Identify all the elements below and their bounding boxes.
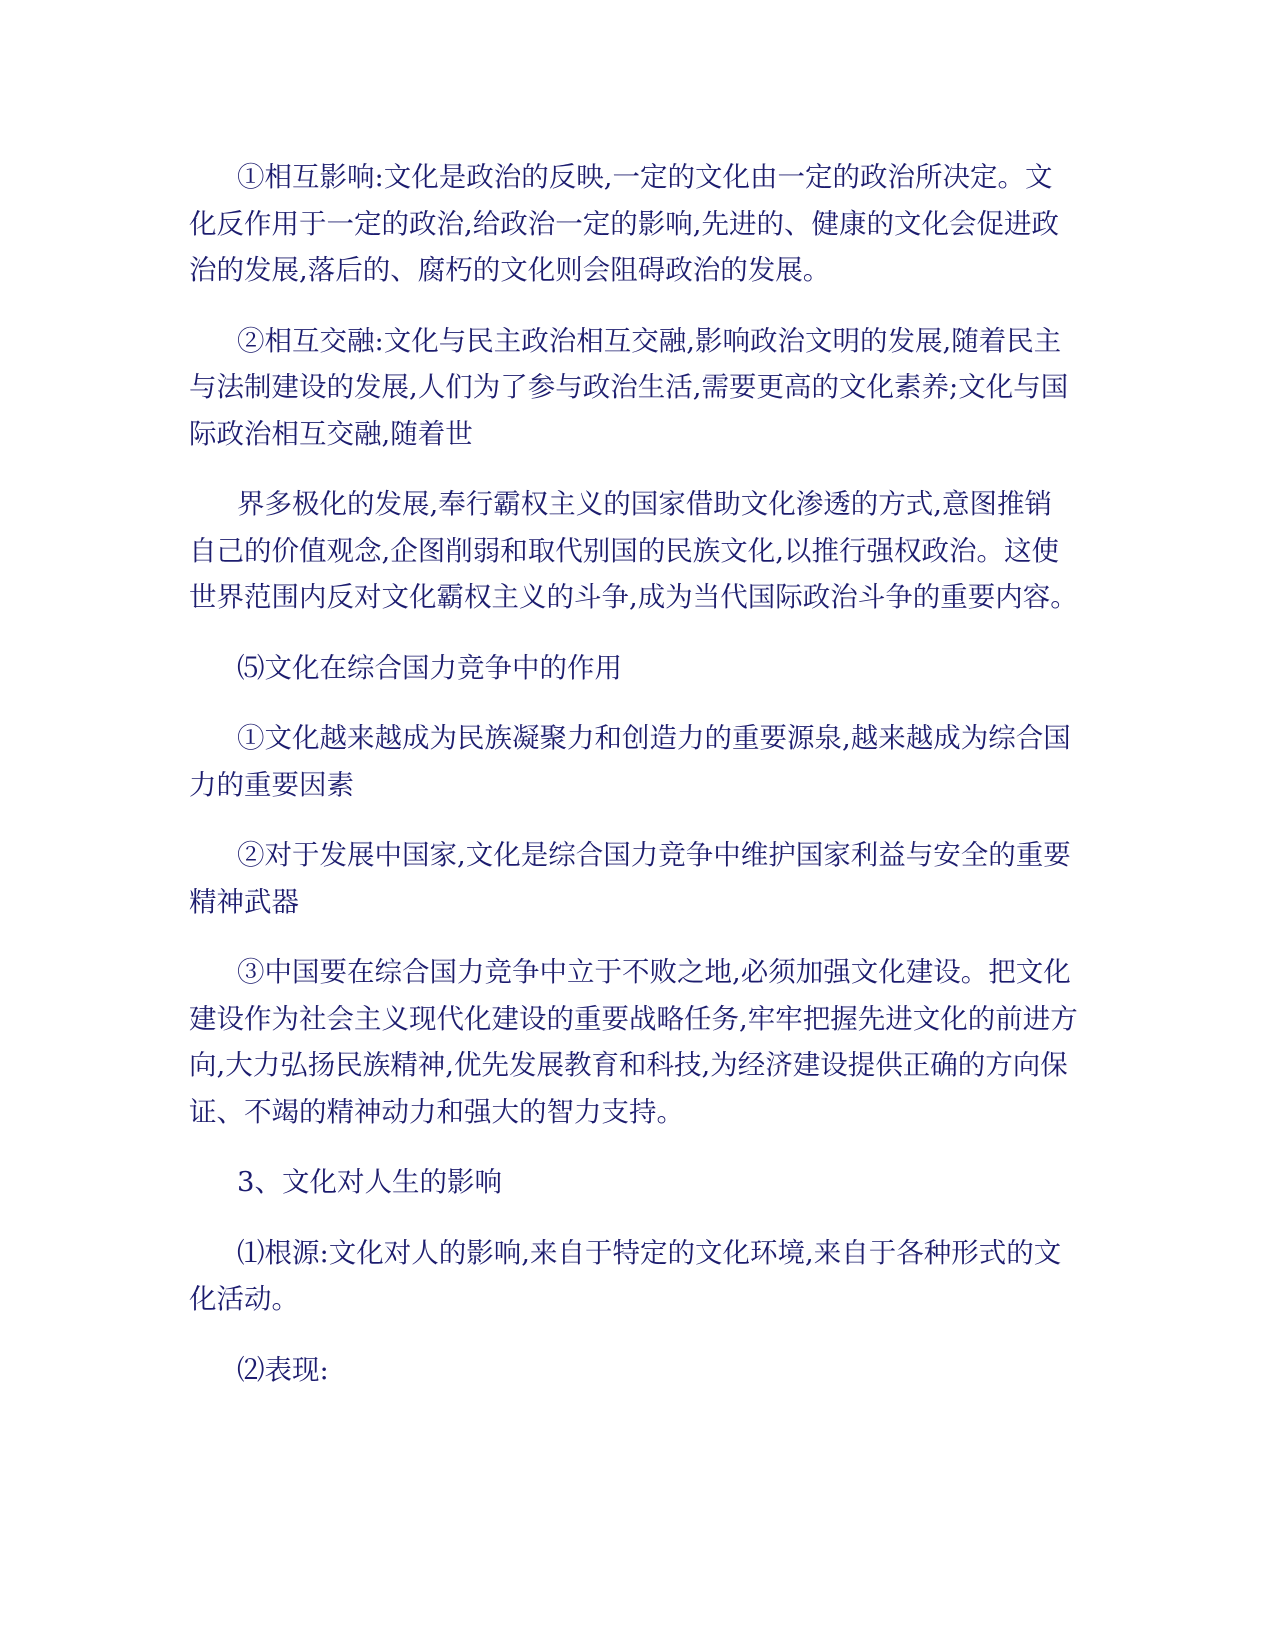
- paragraph-root-cause: ⑴根源:文化对人的影响,来自于特定的文化环境,来自于各种形式的文化活动。: [189, 1236, 1062, 1315]
- paragraph-cultural-hegemony: 界多极化的发展,奉行霸权主义的国家借助文化渗透的方式,意图推销自己的价值观念,企图削弱和取代别国的民族文化,以推行强权政治。这使世界范围内反对文化霸权主义的斗争,成为当代国际政治斗争的重要内容。: [189, 488, 1078, 613]
- paragraph-point-1: ①文化越来越成为民族凝聚力和创造力的重要源泉,越来越成为综合国力的重要因素: [189, 722, 1071, 801]
- paragraph-manifestation: ⑵表现:: [237, 1353, 329, 1386]
- paragraph-point-3: ③中国要在综合国力竞争中立于不败之地,必须加强文化建设。把文化建设作为社会主义现代化建设的重要战略任务,牢牢把握先进文化的前进方向,大力弘扬民族精神,优先发展教育和科技,为经济建设提供正确的方向保证、不竭的精神动力和强大的智力支持。: [189, 956, 1078, 1128]
- document-body: [189, 154, 1079, 1417]
- section-heading-culture-and-life: 3、文化对人生的影响: [237, 1166, 502, 1198]
- paragraph-politics-mutual-influence: ①相互影响:文化是政治的反映,一定的文化由一定的政治所决定。文化反作用于一定的政治,给政治一定的影响,先进的、健康的文化会促进政治的发展,落后的、腐朽的文化则会阻碍政治的发展。: [189, 161, 1059, 286]
- paragraph-point-2: ②对于发展中国家,文化是综合国力竞争中维护国家利益与安全的重要精神武器: [189, 839, 1071, 918]
- paragraph-politics-mutual-blending: ②相互交融:文化与民主政治相互交融,影响政治文明的发展,随着民主与法制建设的发展,人们为了参与政治生活,需要更高的文化素养;文化与国际政治相互交融,随着世: [189, 324, 1069, 450]
- section-heading-national-strength: ⑸文化在综合国力竞争中的作用: [237, 651, 622, 684]
